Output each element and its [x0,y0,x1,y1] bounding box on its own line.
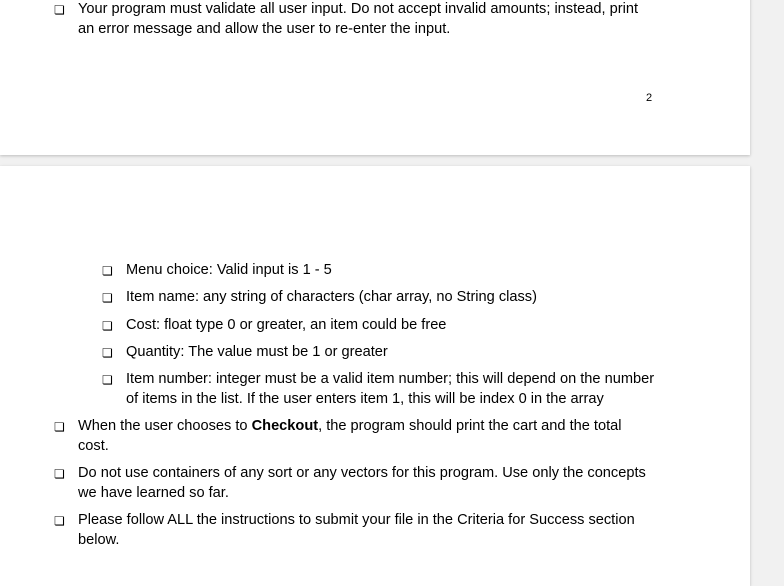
bullet-line: cost. [78,437,109,454]
sub-bullet-menu-choice [102,261,332,281]
bullet-follow-instructions [54,511,635,550]
checkbox-bullet-icon: ❏ [102,264,113,278]
document-page-top [0,0,750,155]
checkbox-bullet-icon: ❏ [102,373,113,387]
checkbox-bullet-icon: ❏ [54,420,65,434]
page-number: 2 [646,92,653,104]
bullet-line: Please follow ALL the instructions to submit your file in the Criteria for Success section [78,512,635,528]
document-page-bottom [0,166,750,586]
bullet-line: Item name: any string of characters (char array, no String class) [126,289,537,305]
checkbox-bullet-icon: ❏ [54,3,65,17]
checkbox-bullet-icon: ❏ [102,291,113,305]
checkout-bold-text: Checkout [251,418,319,434]
bullet-line: below. [78,531,120,548]
bullet-line: of items in the list. If the user enters item 1, this will be index 0 in the array [126,390,604,407]
checkbox-bullet-icon: ❏ [102,346,113,360]
bullet-validate-input [54,0,638,39]
bullet-line: we have learned so far. [78,484,229,501]
sub-bullet-item-name [102,288,537,308]
bullet-line: Quantity: The value must be 1 or greater [126,344,388,360]
sub-bullet-cost [102,316,447,336]
bullet-text-before: When the user chooses to [78,418,252,434]
checkbox-bullet-icon: ❏ [54,467,65,481]
checkbox-bullet-icon: ❏ [102,319,113,333]
bullet-line: Your program must validate all user input. Do not accept invalid amounts; instead, print [78,1,638,17]
checkbox-bullet-icon: ❏ [54,514,65,528]
bullet-checkout [54,417,622,456]
bullet-line: an error message and allow the user to re-enter the input. [78,20,451,37]
sub-bullet-quantity [102,343,388,363]
bullet-text-after: , the program should print the cart and the total [318,418,622,434]
bullet-no-containers [54,464,646,503]
bullet-line: Item number: integer must be a valid item number; this will depend on the number [126,371,655,387]
sub-bullet-item-number [102,370,655,409]
bullet-line: Cost: float type 0 or greater, an item could be free [126,317,447,333]
bullet-line: Do not use containers of any sort or any vectors for this program. Use only the concepts [78,465,646,481]
bullet-line: Menu choice: Valid input is 1 - 5 [126,262,332,278]
